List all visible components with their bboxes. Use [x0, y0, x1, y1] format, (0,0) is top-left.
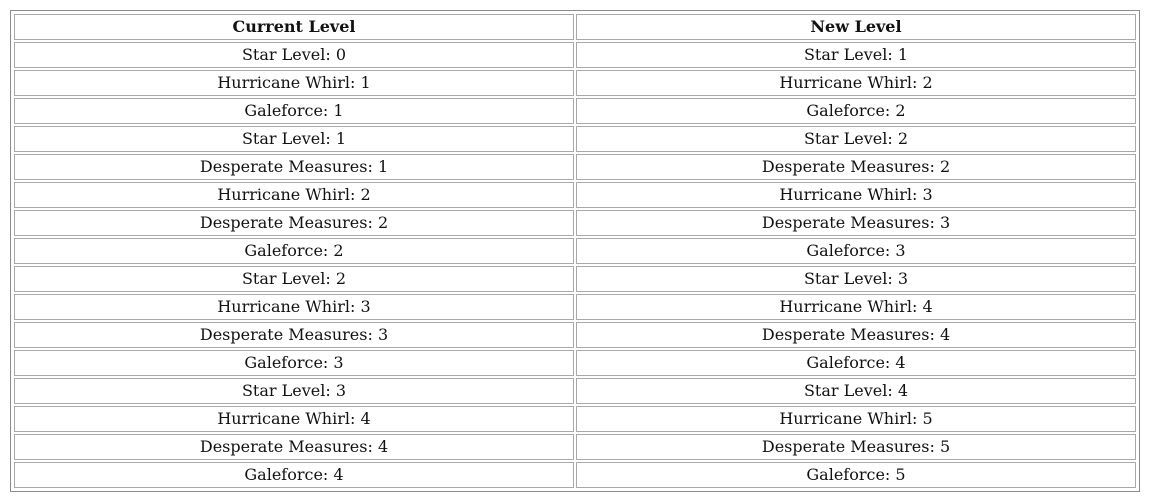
cell-current-level: Desperate Measures: 1: [14, 154, 574, 180]
cell-new-level: Desperate Measures: 2: [576, 154, 1136, 180]
cell-new-level: Star Level: 2: [576, 126, 1136, 152]
cell-current-level: Hurricane Whirl: 3: [14, 294, 574, 320]
header-row: [14, 14, 1136, 40]
cell-current-level: Star Level: 2: [14, 266, 574, 292]
header-new-level: New Level: [576, 14, 1136, 40]
table-header: [14, 14, 1136, 40]
cell-new-level: Star Level: 3: [576, 266, 1136, 292]
table-row: [14, 434, 1136, 460]
table-row: [14, 266, 1136, 292]
level-table: [12, 12, 1138, 490]
cell-current-level: Galeforce: 1: [14, 98, 574, 124]
cell-new-level: Hurricane Whirl: 2: [576, 70, 1136, 96]
cell-new-level: Hurricane Whirl: 4: [576, 294, 1136, 320]
cell-new-level: Hurricane Whirl: 3: [576, 182, 1136, 208]
cell-new-level: Desperate Measures: 3: [576, 210, 1136, 236]
cell-new-level: Desperate Measures: 5: [576, 434, 1136, 460]
table-row: [14, 406, 1136, 432]
cell-current-level: Desperate Measures: 2: [14, 210, 574, 236]
cell-current-level: Star Level: 0: [14, 42, 574, 68]
cell-current-level: Hurricane Whirl: 2: [14, 182, 574, 208]
table-row: [14, 98, 1136, 124]
cell-new-level: Galeforce: 3: [576, 238, 1136, 264]
cell-current-level: Star Level: 3: [14, 378, 574, 404]
table-row: [14, 126, 1136, 152]
cell-current-level: Hurricane Whirl: 1: [14, 70, 574, 96]
cell-new-level: Hurricane Whirl: 5: [576, 406, 1136, 432]
cell-current-level: Desperate Measures: 4: [14, 434, 574, 460]
cell-new-level: Galeforce: 4: [576, 350, 1136, 376]
cell-new-level: Star Level: 1: [576, 42, 1136, 68]
cell-new-level: Galeforce: 5: [576, 462, 1136, 488]
cell-new-level: Star Level: 4: [576, 378, 1136, 404]
cell-current-level: Galeforce: 3: [14, 350, 574, 376]
cell-new-level: Desperate Measures: 4: [576, 322, 1136, 348]
table-body: [14, 42, 1136, 488]
table-row: [14, 70, 1136, 96]
cell-current-level: Galeforce: 4: [14, 462, 574, 488]
table-row: [14, 154, 1136, 180]
table-row: [14, 462, 1136, 488]
table-row: [14, 294, 1136, 320]
table-row: [14, 210, 1136, 236]
table-row: [14, 350, 1136, 376]
table-row: [14, 182, 1136, 208]
cell-current-level: Desperate Measures: 3: [14, 322, 574, 348]
cell-current-level: Hurricane Whirl: 4: [14, 406, 574, 432]
table-row: [14, 322, 1136, 348]
header-current-level: Current Level: [14, 14, 574, 40]
cell-current-level: Galeforce: 2: [14, 238, 574, 264]
cell-new-level: Galeforce: 2: [576, 98, 1136, 124]
level-table-container: [10, 10, 1140, 492]
cell-current-level: Star Level: 1: [14, 126, 574, 152]
table-row: [14, 42, 1136, 68]
table-row: [14, 238, 1136, 264]
table-row: [14, 378, 1136, 404]
